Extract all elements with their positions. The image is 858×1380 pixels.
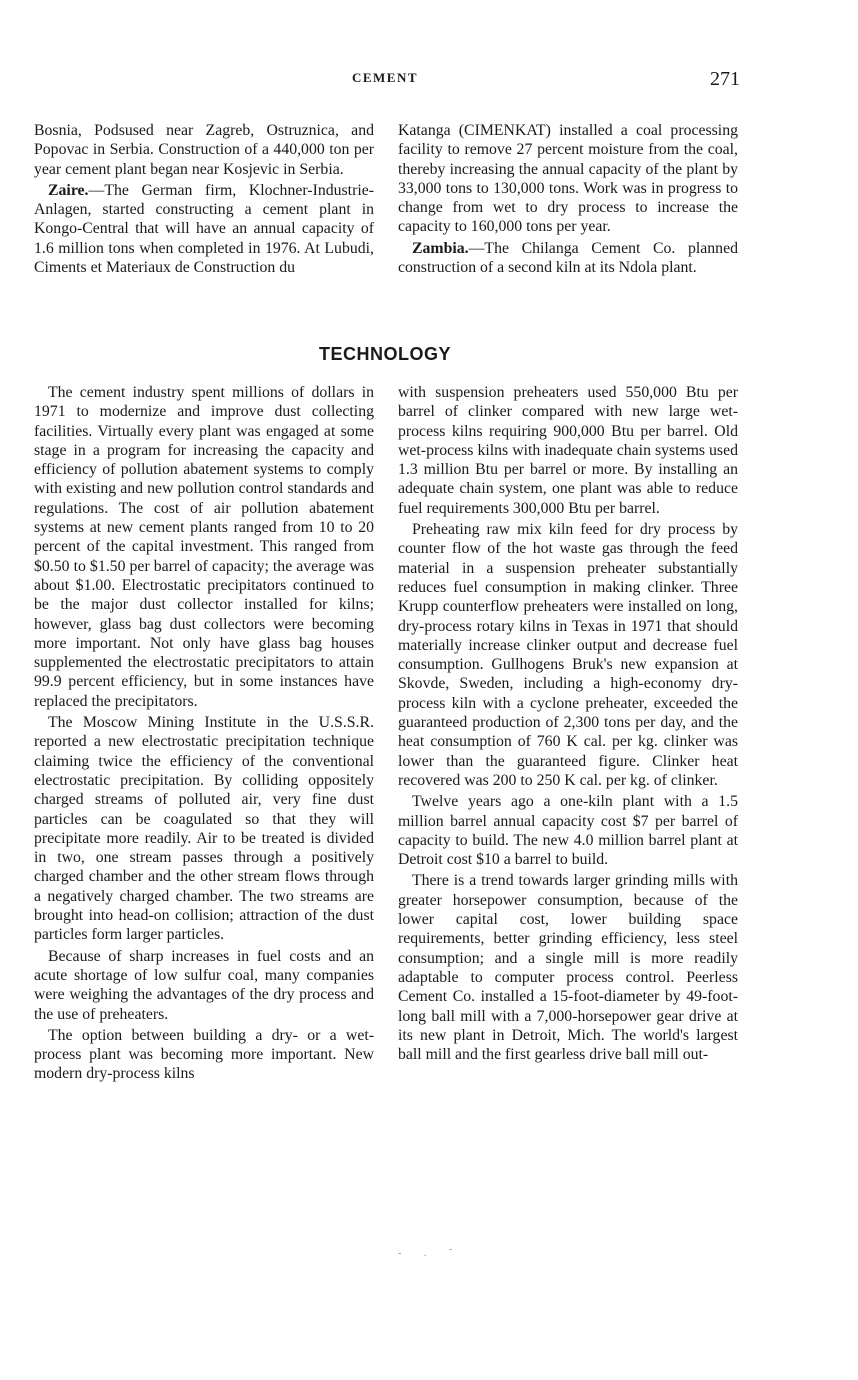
paragraph-text: —The Chilanga Cement Co. planned construction of a second kiln at its Ndola plant.	[398, 239, 738, 277]
running-head	[0, 70, 858, 94]
paragraph: with suspension preheaters used 550,000 Btu per barrel of clinker compared with new large wet-process kilns requiring 900,000 Btu per barrel. Old wet-process kilns with inadequate chain systems used 1.3 million Btu per barrel or more. By installing an adequate chain system, one plant was able to reduce fuel requirements 300,000 Btu per barrel.	[398, 384, 738, 517]
paragraph: The Moscow Mining Institute in the U.S.S.R. reported a new electrostatic precipitation technique claiming twice the efficiency of the conventional electrostatic precipitation. By colliding oppositely charged streams of polluted air, very fine dust particles can be coagulated so that they will precipitate more readily. Air to be treated is divided in two, one stream passes through a positively charged chamber and the other stream flows through a negatively charged chamber. The two streams are brought into head-on collision; attraction of the dust particles form larger particles.	[34, 714, 374, 944]
top-left-column	[34, 121, 374, 277]
paragraph-text: —The German firm, Klochner-Industrie-Anlagen, started constructing a cement plant in Kongo-Central that will have an annual capacity of 1.6 million tons when completed in 1976. At Lubudi, Ciments et Materiaux de Construction du	[34, 181, 374, 277]
page-number: 271	[710, 68, 740, 90]
paragraph: Preheating raw mix kiln feed for dry process by counter flow of the hot waste gas through the feed material in a suspension preheater substantially reduces fuel consumption in making clinker. Three Krupp counterflow preheaters were installed on long, dry-process rotary kilns in Texas in 1971 that should materially increase clinker output and decrease fuel consumption. Gullhogens Bruk's new expansion at Skovde, Sweden, including a high-economy dry-process kiln with a cyclone preheater, exceeded the guaranteed production of 2,300 tons per day, and the heat consumption of 760 K cal. per kg. clinker was lower than the guaranteed figure. Clinker heat recovered was 200 to 250 K cal. per kg. of clinker.	[398, 521, 738, 789]
paragraph	[34, 121, 374, 179]
paragraph-zaire	[34, 181, 374, 277]
section-heading: TECHNOLOGY	[318, 344, 451, 364]
paragraph	[398, 121, 738, 237]
paragraph-text: Bosnia, Podsused near Zagreb, Ostruznica, and Popovac in Serbia. Construction of a 440,000 ton per year cement plant began near Kosjevic in Serbia.	[34, 122, 374, 178]
paragraph: The option between building a dry- or a wet-process plant was becoming more important. New modern dry-process kilns	[34, 1026, 374, 1083]
technology-right-column	[398, 383, 738, 1064]
top-right-column	[398, 121, 738, 277]
paragraph-text: Katanga (CIMENKAT) installed a coal processing facility to remove 27 percent moisture from the coal, thereby increasing the annual capacity of the plant by 33,000 tons to 130,000 tons. Work was in progress to change from wet to dry process to increase the capacity to 160,000 tons per year.	[398, 122, 738, 236]
scan-mark: - . ˜	[398, 1248, 463, 1259]
running-title: CEMENT	[351, 70, 419, 85]
paragraph: The cement industry spent millions of dollars in 1971 to modernize and improve dust collecting facilities. Virtually every plant was engaged at some stage in a program for increasing the capacity and efficiency of pollution abatement systems to comply with existing and new pollution control standards and regulations. The cost of air pollution abatement systems at new cement plants ranged from 10 to 20 percent of the capital investment. This ranged from $0.50 to $1.50 per barrel of capacity; the average was about $1.00. Electrostatic precipitators continued to be the major dust collector installed for kilns; however, glass bag dust collectors were becoming more important. Not only have glass bag houses supplemented the electrostatic precipitators to attain 99.9 percent efficiency, but in some instances have replaced the precipitators.	[34, 384, 374, 710]
paragraph: Twelve years ago a one-kiln plant with a 1.5 million barrel annual capacity cost $7 per barrel of capacity to build. The new 4.0 million barrel plant at Detroit cost $10 a barrel to build.	[398, 793, 738, 869]
country-heading: Zaire.	[48, 181, 89, 199]
country-heading: Zambia.	[412, 239, 469, 257]
paragraph: There is a trend towards larger grinding mills with greater horsepower consumption, because of the lower capital cost, lower building space requirements, better grinding efficiency, less steel consumption; and a single mill is more readily adaptable to computer process control. Peerless Cement Co. installed a 15-foot-diameter by 49-foot-long ball mill with a 7,000-horsepower gear drive at its new plant in Detroit, Mich. The world's largest ball mill and the first gearless drive ball mill out-	[398, 872, 738, 1064]
paragraph: Because of sharp increases in fuel costs and an acute shortage of low sulfur coal, many companies were weighing the advantages of the dry process and the use of preheaters.	[34, 947, 374, 1023]
paragraph-zambia	[398, 239, 738, 278]
technology-left-column	[34, 383, 374, 1084]
